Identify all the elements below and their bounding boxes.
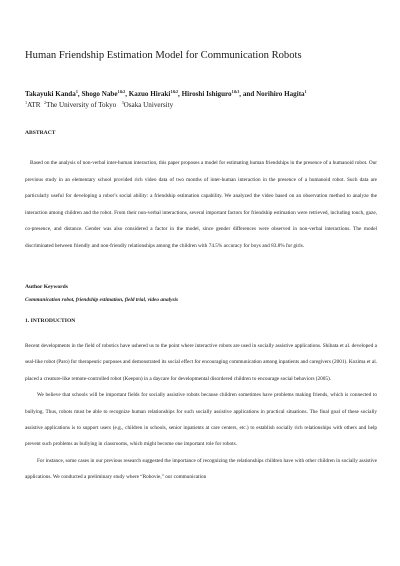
author-list: Takayuki Kanda$^1$, Shogo Nabe$^{1\&2}$, Kazuo Hiraki$^{1\&2}$, Hiroshi Ishiguro$^{1\&3}$, and Norihiro Hagita$^1$: [25, 89, 307, 98]
paper-title: Human Friendship Estimation Model for Communication Robots: [25, 50, 302, 61]
author-name: Hiroshi Ishiguro: [181, 90, 232, 98]
abstract-heading: ABSTRACT: [25, 130, 56, 136]
body-paragraph: For instance, some cases in our previous research suggested the importance of recognizing the relationships children have with other children in socially assistive applications. We conducted a preliminary study where “Robovie,” our communication: [25, 457, 377, 481]
abstract-text: Based on the analysis of non-verbal inter-human interaction, this paper proposes a model for estimating human friendships in the presence of a humanoid robot. Our previous study in an elementary school provided rich video data of two months of inter-human interaction in the presence of a humanoid robot. Such data are particularly useful for developing a robot’s social ability: a friendship estimation capability. We analyzed the video based on an observation method to analyze the interaction among children and the robot. From their non-verbal interactions, several important factors for friendship estimation were retrieved, including touch, gaze, co-presence, and distance. Gender was also considered a factor in the model, since gender differences were observed in non-verbal interactions. The model discriminated between friendly and non-friendly relationships among the children with 74.5% accuracy for boys and 83.8% for girls.: [25, 160, 377, 249]
author-affiliation-mark: 1&2: [117, 89, 126, 94]
keywords-text: Communication robot, friendship estimation, field trial, video analysis: [25, 297, 179, 303]
author-affiliation-mark: 1: [75, 89, 78, 94]
author-affiliation-mark: 1&2: [170, 89, 179, 94]
affiliation-number: 3: [121, 100, 124, 105]
affiliation-number: 2: [44, 100, 47, 105]
introduction-body: [25, 338, 377, 486]
introduction-heading: 1. INTRODUCTION: [25, 318, 76, 324]
affiliation-name: The University of Tokyo: [46, 101, 117, 109]
author-name: Shogo Nabe: [81, 90, 118, 98]
affiliation-number: 1: [25, 100, 28, 105]
author-name: Kazuo Hiraki: [128, 90, 171, 98]
author-name: Takayuki Kanda: [25, 90, 76, 98]
affiliation-name: Osaka University: [123, 101, 174, 109]
keywords-heading: Author Keywords: [25, 284, 68, 290]
affiliation-name: ATR: [27, 101, 41, 109]
author-name: Norihiro Hagita: [256, 90, 305, 98]
body-paragraph: Recent developments in the field of robotics have ushered us to the point where interactive robots are used in socially assistive applications. Shibata et al. developed a seal-like robot (Paro) for therapeutic purposes and demonstrated its social effect for encouraging communication among inpatients and caregivers (2001). Kozima et al. placed a creature-like remote-controlled robot (Keepon) in a daycare for developmental disordered children to encourage social behaviors (2005).: [25, 343, 377, 382]
author-affiliation-mark: 1&3: [231, 89, 240, 94]
body-paragraph: We believe that schools will be important fields for socially assistive robots because children sometimes have problems making friends, which is connected to bullying. Thus, robots must be able to recognize human relationships for such socially assistive applications in practical situations. The final goal of these socially assistive applications is to support users (e.g., children in schools, senior inpatients at care centers, etc.) to establish socially rich relationships with others and help prevent such problems as bullying in classrooms, which might become one important role for robots.: [25, 392, 377, 448]
author-affiliation-mark: 1: [304, 89, 307, 94]
affiliation-list: [25, 101, 385, 110]
